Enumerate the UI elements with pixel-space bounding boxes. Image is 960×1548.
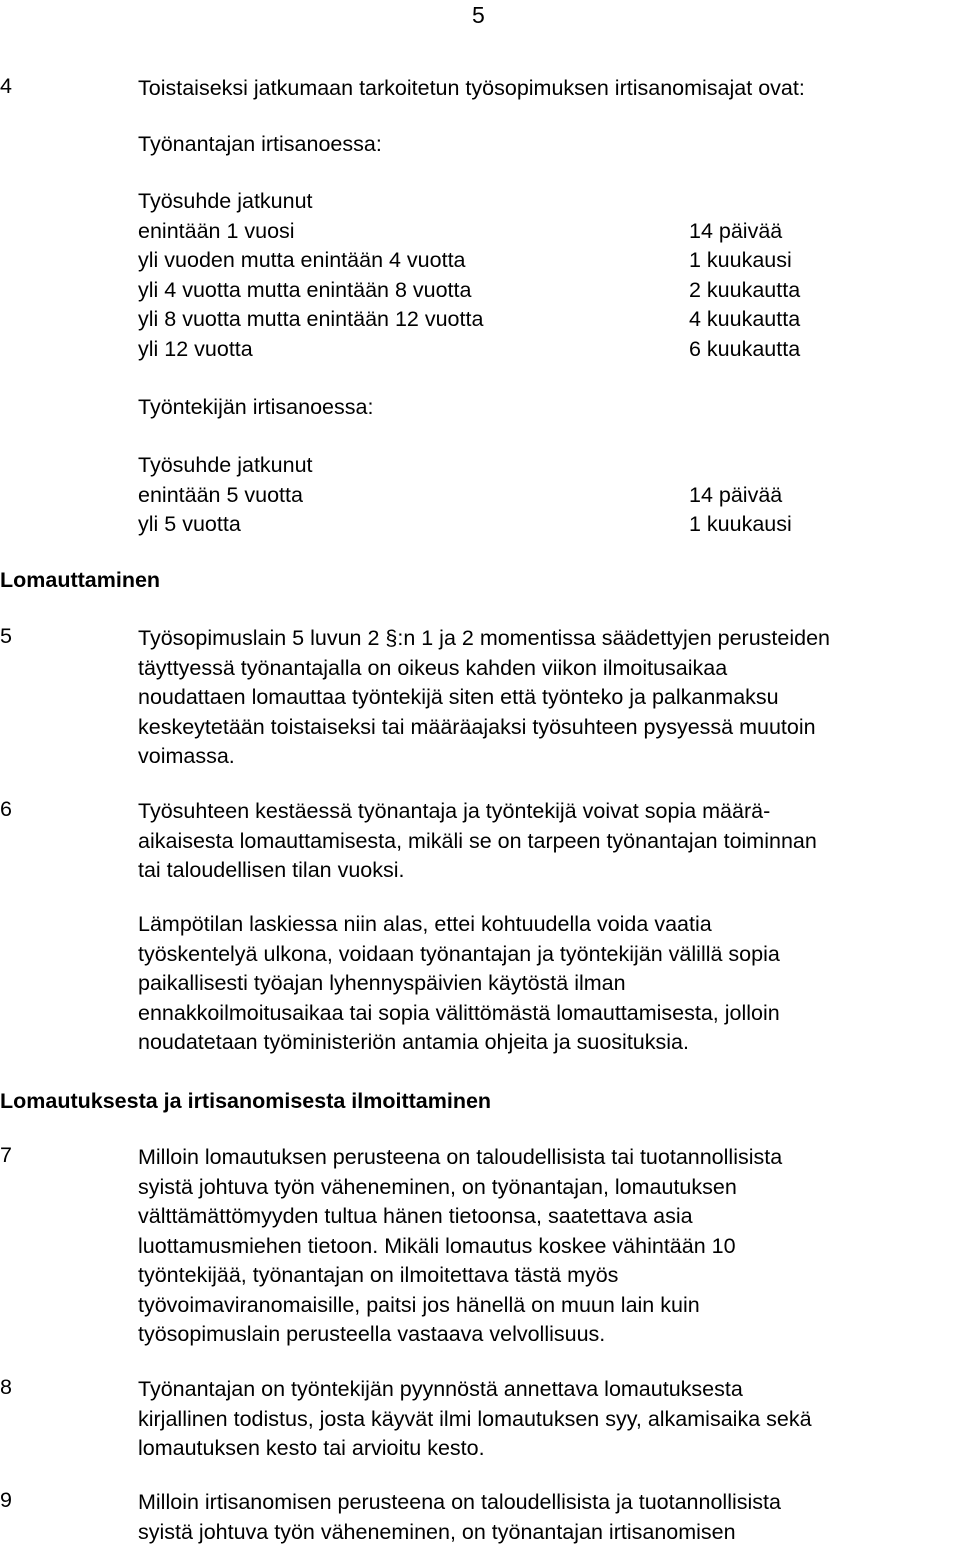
item-5-text: Työsopimuslain 5 luvun 2 §:n 1 ja 2 momentissa säädettyjen perusteiden täyttyessä työnantajalla on oikeus kahden viikon ilmoitusaikaa noudattaen lomauttaa työntekijä siten että työnteko ja palkanmaksu keskeytetään toistaiseksi tai määräajaksi työsuhteen pysyessä muutoin voimassa. [138, 626, 830, 768]
employee-notice-table [138, 451, 958, 540]
item-number: 9 [0, 1488, 12, 1512]
item-9-text: Milloin irtisanomisen perusteena on taloudellisista ja tuotannollisista syistä johtuva työn väheneminen, on työnantajan irtisanomisen [138, 1490, 781, 1544]
table-row: yli 12 vuotta 6 kuukautta [138, 336, 801, 361]
item-7-text: Milloin lomautuksen perusteena on taloudellisista tai tuotannollisista syistä johtuva työn väheneminen, on työnantajan, lomautuksen välttämättömyyden tultua hänen tietoonsa, saatettava asia luottamusmiehen tietoon. Mikäli lomautus koskee vähintään 10 työntekijää, työnantajan on ilmoitettava tästä myös työvoimaviranomaisille, paitsi jos hänellä on muun lain kuin työsopimuslain perusteella vastaava velvollisuus. [138, 1145, 783, 1346]
section-heading-ilmoittaminen: Lomautuksesta ja irtisanomisesta ilmoittaminen [0, 1089, 492, 1113]
item-number: 6 [0, 797, 12, 821]
table-row: enintään 1 vuosi 14 päivää [138, 218, 783, 243]
table-row: yli vuoden mutta enintään 4 vuotta 1 kuukausi [138, 248, 792, 272]
item-6-text: Työsuhteen kestäessä työnantaja ja työntekijä voivat sopia määrä- aikaisesta lomauttamisesta, mikäli se on tarpeen työnantajan toiminnan tai taloudellisen tilan vuoksi. [138, 799, 817, 882]
employer-notice-table [138, 187, 958, 364]
table-row: yli 5 vuotta 1 kuukausi [138, 512, 792, 536]
table-header: Työsuhde jatkunut [138, 189, 313, 213]
item-number: 8 [0, 1375, 12, 1399]
table-row: yli 8 vuotta mutta enintään 12 vuotta 4 kuukautta [138, 307, 801, 331]
table-header-row [138, 451, 958, 481]
table-header: Työsuhde jatkunut [138, 453, 313, 477]
table-header-row [138, 187, 958, 217]
table-row: yli 4 vuotta mutta enintään 8 vuotta 2 kuukautta [138, 277, 801, 302]
item-6-text-2: Lämpötilan laskiessa niin alas, ettei kohtuudella voida vaatia työskentelyä ulkona, voidaan työnantajan ja työntekijän välillä sopia paikallisesti työajan lyhennyspäivien käytöstä ilman ennakkoilmoitusaikaa tai sopia välittömästä lomauttamisesta, jolloin noudatetaan työministeriön antamia ohjeita ja suosituksia. [138, 912, 780, 1054]
employee-notice-label: Työntekijän irtisanoessa: [138, 395, 374, 419]
page-number: 5 [472, 2, 485, 28]
item-number: 4 [0, 74, 12, 98]
item-number: 7 [0, 1143, 12, 1167]
employer-notice-label: Työnantajan irtisanoessa: [138, 132, 382, 156]
item-4-title: Toistaiseksi jatkumaan tarkoitetun työsopimuksen irtisanomisajat ovat: [138, 76, 805, 100]
section-heading-lomauttaminen: Lomauttaminen [0, 568, 161, 592]
item-number: 5 [0, 624, 12, 648]
table-row: enintään 5 vuotta 14 päivää [138, 482, 783, 507]
item-8-text: Työnantajan on työntekijän pyynnöstä annettava lomautuksesta kirjallinen todistus, josta käyvät ilmi lomautuksen syy, alkamisaika sekä lomautuksen kesto tai arvioitu kesto. [138, 1377, 812, 1460]
